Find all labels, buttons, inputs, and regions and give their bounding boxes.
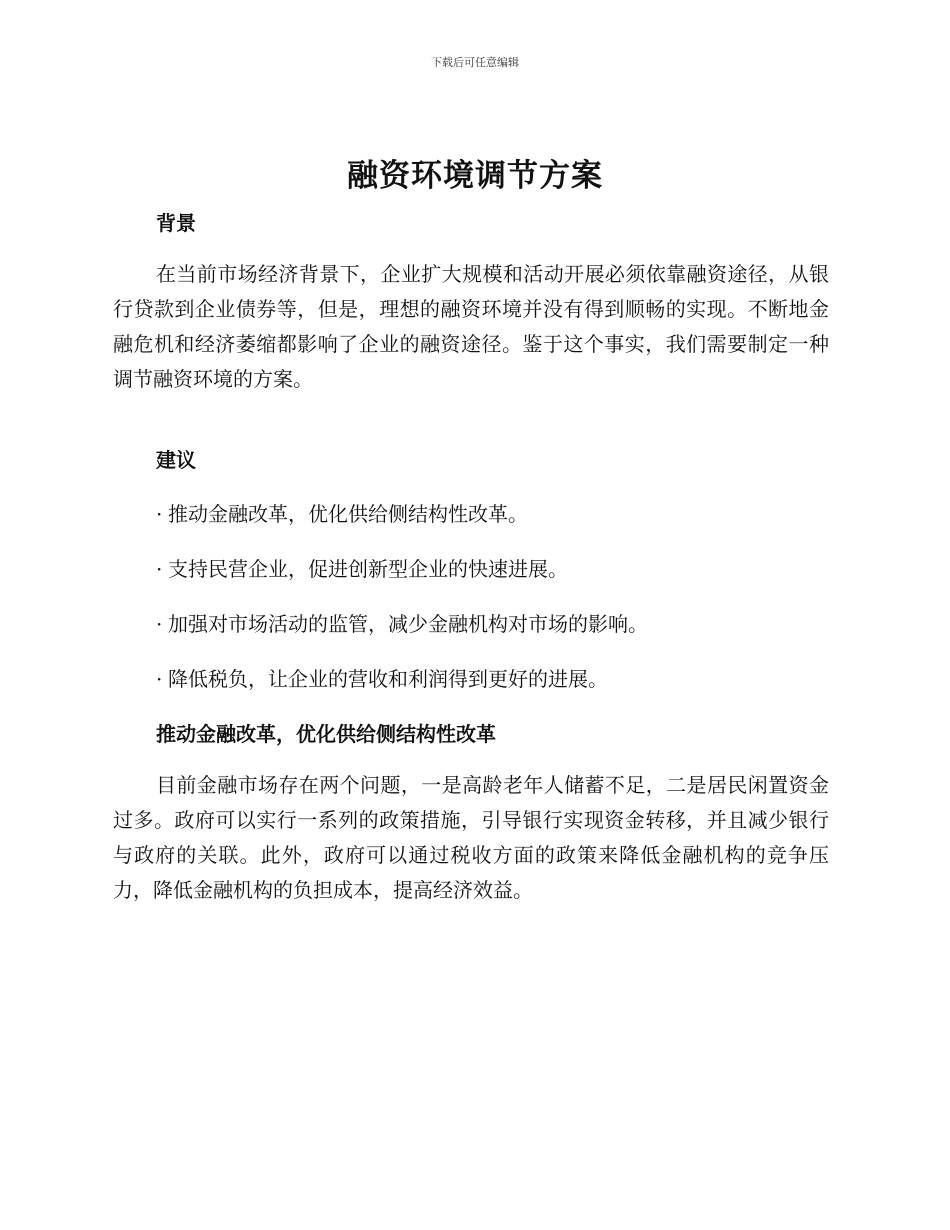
suggestion-text: 推动金融改革，优化供给侧结构性改革。: [168, 502, 528, 526]
section-heading-suggestions: 建议: [156, 448, 196, 472]
background-paragraph: 在当前市场经济背景下，企业扩大规模和活动开展必须依靠融资途径，从银行贷款到企业债券等，但是，理想的融资环境并没有得到顺畅的实现。不断地金融危机和经济萎缩都影响了企业的融资途径。鉴于这个事实，我们需要制定一种调节融资环境的方案。: [113, 262, 829, 391]
suggestion-item: [156, 608, 648, 637]
section-heading-background: 背景: [156, 211, 196, 235]
section-heading-financial-reform: 推动金融改革，优化供给侧结构性改革: [156, 722, 496, 746]
financial-reform-paragraph: 目前金融市场存在两个问题，一是高龄老年人储蓄不足，二是居民闲置资金过多。政府可以实行一系列的政策措施，引导银行实现资金转移，并且减少银行与政府的关联。此外，政府可以通过税收方面的政策来降低金融机构的竞争压力，降低金融机构的负担成本，提高经济效益。: [113, 773, 829, 902]
suggestion-text: 支持民营企业，促进创新型企业的快速进展。: [168, 557, 568, 581]
suggestion-item: [156, 553, 568, 582]
bullet-marker: ·: [156, 667, 163, 691]
page-header-note: 下载后可任意编辑: [431, 56, 519, 69]
suggestion-item: [156, 498, 528, 527]
bullet-marker: ·: [156, 502, 163, 526]
suggestion-text: 加强对市场活动的监管，减少金融机构对市场的影响。: [168, 612, 648, 636]
suggestion-text: 降低税负，让企业的营收和利润得到更好的进展。: [168, 667, 608, 691]
document-title: 融资环境调节方案: [347, 158, 603, 194]
bullet-marker: ·: [156, 612, 163, 636]
suggestion-item: [156, 663, 608, 692]
bullet-marker: ·: [156, 557, 163, 581]
